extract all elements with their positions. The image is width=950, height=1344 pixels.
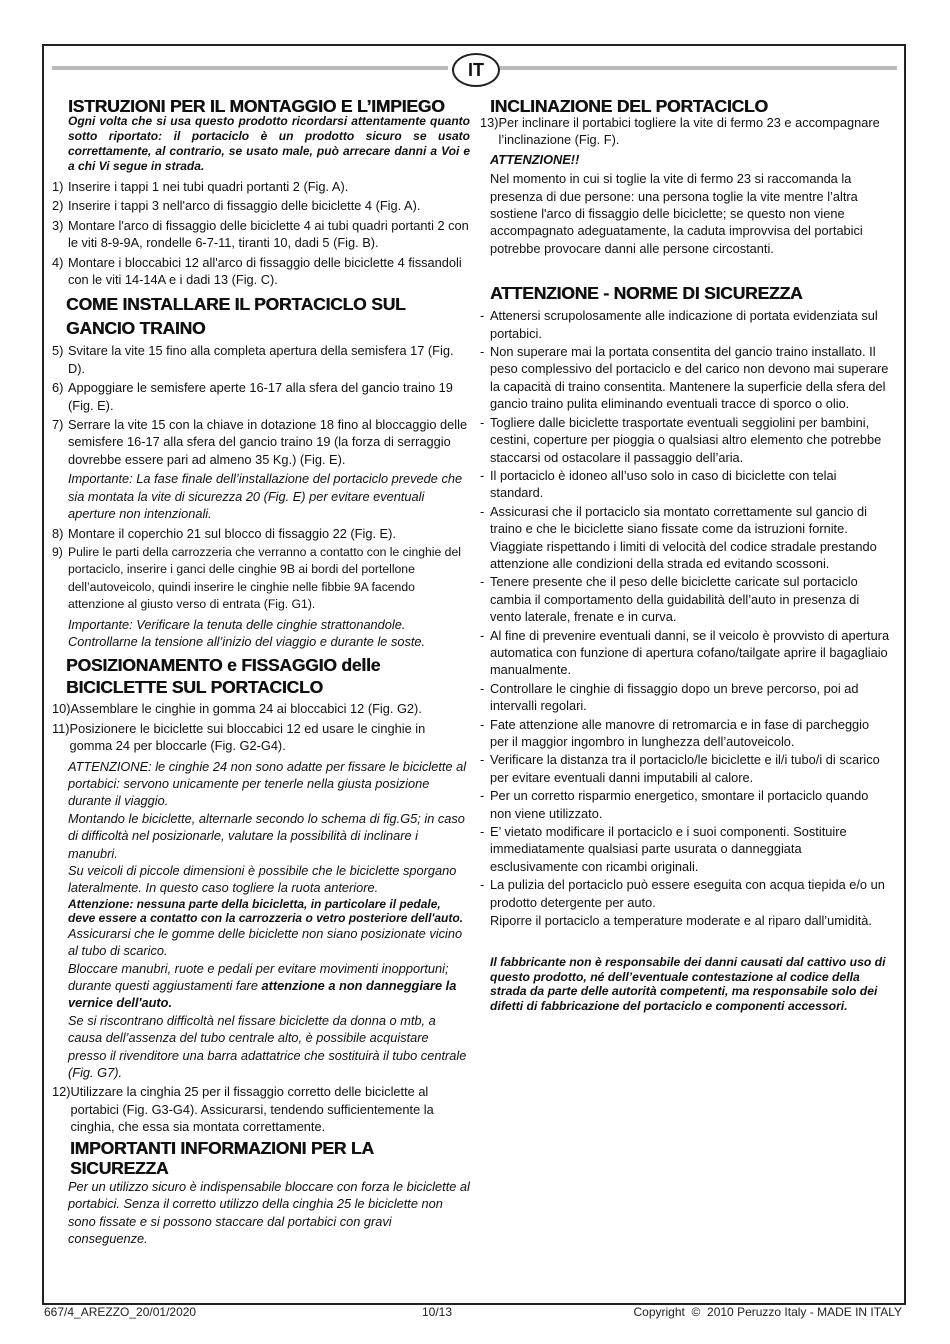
item-text: Montare il coperchio 21 sul blocco di fissaggio 22 (Fig. E). (68, 525, 396, 541)
list-item (480, 627, 890, 679)
dash: - (480, 680, 485, 696)
attention-note (68, 960, 470, 1012)
left-column (52, 94, 470, 1247)
attention-text: Bloccare manubri, ruote e pedali per evitare movimenti inopportuni; durante questi aggiustamenti fare (68, 960, 449, 994)
bullet-text: Per un corretto risparmio energetico, smontare il portaciclo quando non viene utilizzato. (490, 788, 869, 821)
heading-sicurezza: IMPORTANTI INFORMAZIONI PER LA SICUREZZA (70, 1137, 374, 1178)
dash: - (480, 788, 485, 804)
item-text: Utilizzare la cinghia 25 per il fissaggio corretto delle biciclette al portabici (Fig. G3-G4). Assicurarsi, tendendo sufficientemente la cinghia, che essa sia montata correttamente. (70, 1084, 434, 1135)
bullet-text: Controllare le cinghie di fissaggio dopo un breve percorso, poi ad intervalli regolari. (490, 680, 859, 714)
bullet-text: E’ vietato modificare il portaciclo e i suoi componenti. Sostituire immediatamente qualsiasi parte usurata o danneggiata esclusivamente con ricambi originali. (490, 824, 847, 874)
list-item (480, 414, 890, 466)
item-number: 11) (52, 720, 70, 736)
footer-page-number: 10/13 (422, 1305, 453, 1319)
list-item (480, 307, 890, 342)
list-item (480, 114, 890, 149)
item-number: 8) (52, 525, 64, 541)
attention-label: ATTENZIONE!! (490, 151, 580, 167)
bullet-text: La pulizia del portaciclo può essere eseguita con acqua tiepida e/o un prodotto detergente per auto. (490, 877, 885, 910)
intro-warning: Ogni volta che si usa questo prodotto ricordarsi attentamente quanto sotto riportato: il portaciclo è un prodotto sicuro se usato correttamente, al contrario, se usato male, può arrecare danni a Voi e a chi Vi segue in strada. (68, 114, 470, 173)
heading-istruzioni: ISTRUZIONI PER IL MONTAGGIO E L’IMPIEGO (68, 96, 445, 116)
heading-installazione: COME INSTALLARE IL PORTACICLO SUL GANCIO TRAINO (66, 294, 406, 339)
item-text: Inserire i tappi 3 nell'arco di fissaggio delle biciclette 4 (Fig. A). (68, 198, 421, 214)
item-number: 5) (52, 343, 64, 359)
dash: - (480, 308, 485, 324)
item-text: Inserire i tappi 1 nei tubi quadri portanti 2 (Fig. A). (68, 179, 349, 194)
bullet-text: Tenere presente che il peso delle biciclette caricate sul portaciclo cambia il comportamento della guidabilità dell’auto in presenza di vento laterale, frenate e in curva. (490, 574, 860, 625)
list-item (52, 254, 470, 289)
item-text: Montare i bloccabici 12 all'arco di fissaggio delle biciclette 4 fissandoli con le viti 14-14A e i dadi 13 (Fig. C). (68, 254, 462, 288)
attention-emphasis: attenzione a non danneggiare la vernice dell'auto. (68, 978, 457, 1011)
list-item (52, 1083, 470, 1135)
list-item (480, 716, 890, 751)
right-column (480, 94, 890, 1013)
attention-note: Se si riscontrano difficoltà nel fissare biciclette da donna o mtb, a causa dell’assenza del tubo centrale alto, è possibile acquistare presso il rivenditore una barra adattatrice che sostituirà il tubo centrale (Fig. G7). (68, 1012, 467, 1081)
list-item (52, 720, 470, 755)
heading-norme: ATTENZIONE - NORME DI SICUREZZA (490, 283, 803, 304)
item-number: 10) (52, 701, 71, 717)
dash: - (480, 467, 485, 483)
item-number: 1) (52, 179, 64, 194)
item-number: 3) (52, 217, 64, 233)
item-text: Montare l'arco di fissaggio delle biciclette 4 ai tubi quadri portanti 2 con le viti 8-9-9A, rondelle 6-7-11, tiranti 10, dadi 5 (Fig. B). (68, 217, 469, 251)
item-text: Pulire le parti della carrozzeria che verranno a contatto con le cinghie del portaciclo, inserire i ganci delle cinghie 9B ai bordi del portellone dell’autoveicolo, quindi inserire le cinghie nelle fibbie 9A facendo attenzione al giusto verso di entrata (Fig. G1). (68, 544, 461, 612)
dash: - (480, 716, 485, 732)
list-item (52, 217, 470, 252)
language-badge: IT (452, 53, 500, 87)
list-item (52, 700, 470, 717)
list-item (480, 823, 890, 875)
item-number: 2) (52, 198, 64, 214)
bullet-text: Togliere dalle biciclette trasportate eventuali seggiolini per bambini, cestini, coperture per pioggia o qualsiasi altro elemento che potrebbe staccarsi od ostacolare il passaggio dell’aria. (490, 414, 882, 465)
item-number: 9) (52, 544, 63, 559)
dash: - (480, 503, 485, 519)
item-number: 13) (480, 115, 499, 130)
list-item (480, 912, 890, 929)
dash: - (480, 574, 485, 590)
item-text: Svitare la vite 15 fino alla completa apertura della semisfera 17 (Fig. D). (68, 343, 454, 376)
list-item (52, 178, 470, 195)
safety-text: Per un utilizzo sicuro è indispensabile bloccare con forza le biciclette al portabici. Senza il corretto utilizzo della cinghia 25 le biciclette non sono fissate e si possono staccare dal portabici con gravi conseguenze. (68, 1178, 470, 1246)
dash: - (480, 824, 485, 840)
dash: - (480, 344, 485, 360)
list-item (480, 467, 890, 502)
bullet-text: Assicurasi che il portaciclo sia montato correttamente sul gancio di traino e che le biciclette siano fissate come da istruzioni fornite. Viaggiate rispettando i limiti di velocità del codice stradale prestando attenzione alle condizioni della strada ed evitando scossoni. (490, 503, 877, 571)
list-item (52, 379, 470, 414)
list-item (480, 876, 890, 911)
list-item (480, 680, 890, 715)
note-importante: Importante: La fase finale dell’installazione del portaciclo prevede che sia montata la vite di sicurezza 20 (Fig. E) per evitare eventuali aperture non intenzionali. (68, 471, 463, 522)
footer-document-code: 667/4_AREZZO_20/01/2020 (44, 1305, 197, 1319)
bullet-text: Verificare la distanza tra il portaciclo/le biciclette e il/i tubo/i di scarico per evitare eventuali danni imputabili al calore. (490, 752, 880, 785)
item-number: 4) (52, 254, 64, 270)
attention-note: Su veicoli di piccole dimensioni è possibile che le biciclette sporgano lateralmente. In questo caso togliere la ruota anteriore. (68, 863, 457, 896)
footer-copyright: Copyright © 2010 Peruzzo Italy - MADE IN ITALY (633, 1305, 902, 1319)
dash: - (480, 627, 485, 643)
item-text: Assemblare le cinghie in gomma 24 ai bloccabici 12 (Fig. G2). (70, 701, 422, 717)
attention-note: Montando le biciclette, alternarle secondo lo schema di fig.G5; in caso di difficoltà nel posizionarle, valutare la possibilità di inclinare i manubri. (68, 810, 465, 861)
list-item (52, 197, 470, 214)
attention-note: Attenzione: nessuna parte della bicicletta, in particolare il pedale, deve essere a contatto con la carrozzeria o vetro posteriore dell'auto. (68, 896, 463, 925)
dash: - (480, 877, 485, 893)
attention-note: ATTENZIONE: le cinghie 24 non sono adatte per fissare le biciclette al portabici: servono unicamente per tenerle nella giusta posizione durante il viaggio. (68, 758, 467, 809)
bullet-text: Il portaciclo è idoneo all’uso solo in caso di biciclette con telai standard. (490, 467, 837, 501)
bullet-text: Riporre il portaciclo a temperature moderate e al riparo dall’umidità. (490, 913, 872, 929)
item-text: Appoggiare le semisfere aperte 16-17 alla sfera del gancio traino 19 (Fig. E). (68, 380, 453, 413)
list-item (52, 342, 470, 377)
bullet-text: Fate attenzione alle manovre di retromarcia e in fase di parcheggio per il maggior ingombro in lunghezza dell’autoveicolo. (490, 716, 870, 749)
manufacturer-disclaimer: Il fabbricante non è responsabile dei danni causati dal cattivo uso di questo prodotto, né dell’eventuale contestazione al codice della strada da parte delle autorità competenti, ma responsabile solo dei difetti di fabbricazione del portaciclo e componenti accessori. (490, 955, 886, 1013)
list-item (480, 751, 890, 786)
heading-inclinazione: INCLINAZIONE DEL PORTACICLO (490, 96, 768, 116)
bullet-text: Attenersi scrupolosamente alle indicazione di portata evidenziata sul portabici. (490, 308, 878, 341)
dash: - (480, 414, 485, 430)
attention-text: Nel momento in cui si toglie la vite di fermo 23 si raccomanda la presenza di due persone: una persona toglie la vite mentre l’altra sostiene l'arco di fissaggio delle biciclette; se questo non viene accompagnato adeguatamente, la caduta improvvisa del portabici potrebbe provocare danni alle persone circostanti. (490, 171, 863, 256)
list-item (480, 343, 890, 413)
dash: - (480, 752, 485, 768)
list-item (52, 544, 470, 614)
bullet-text: Al fine di prevenire eventuali danni, se il veicolo è provvisto di apertura automatica con funzione di apertura cofano/tailgate aprire il bagagliaio manualmente. (490, 627, 890, 678)
heading-posizionamento: POSIZIONAMENTO e FISSAGGIO delle BICICLETTE SUL PORTACICLO (66, 655, 381, 698)
bullet-text: Non superare mai la portata consentita del gancio traino installato. Il peso complessivo del portaciclo e del carico non devono mai superare la capacità di traino consentita. Mantenere la superficie della sfera del gancio traino pulita eliminando eventuali tracce di sporco o olio. (490, 344, 889, 412)
attention-note: Assicurarsi che le gomme delle biciclette non siano posizionate vicino al tubo di scarico. (68, 925, 463, 959)
item-number: 7) (52, 417, 64, 433)
header-rule-right (500, 66, 897, 70)
list-item (480, 787, 890, 822)
list-item (52, 416, 470, 468)
list-item (52, 525, 470, 542)
header-rule-left (52, 66, 448, 70)
item-number: 12) (52, 1084, 71, 1100)
note-importante: Importante: Verificare la tenuta delle cinghie strattonandole. Controllarne la tensione all’inizio del viaggio e durante le soste. (68, 616, 426, 649)
list-item (480, 503, 890, 573)
item-number: 6) (52, 380, 64, 396)
item-text: Posizionere le biciclette sui bloccabici 12 ed usare le cinghie in gomma 24 per bloccarle (Fig. G2-G4). (69, 720, 426, 754)
item-text: Per inclinare il portabici togliere la vite di fermo 23 e accompagnare l’inclinazione (Fig. F). (498, 115, 880, 148)
item-text: Serrare la vite 15 con la chiave in dotazione 18 fino al bloccaggio delle semisfere 16-17 alla sfera del gancio traino 19 (la forza di serraggio dovrebbe essere pari ad almeno 35 Kg.) (Fig. E). (68, 417, 468, 467)
list-item (480, 573, 890, 625)
